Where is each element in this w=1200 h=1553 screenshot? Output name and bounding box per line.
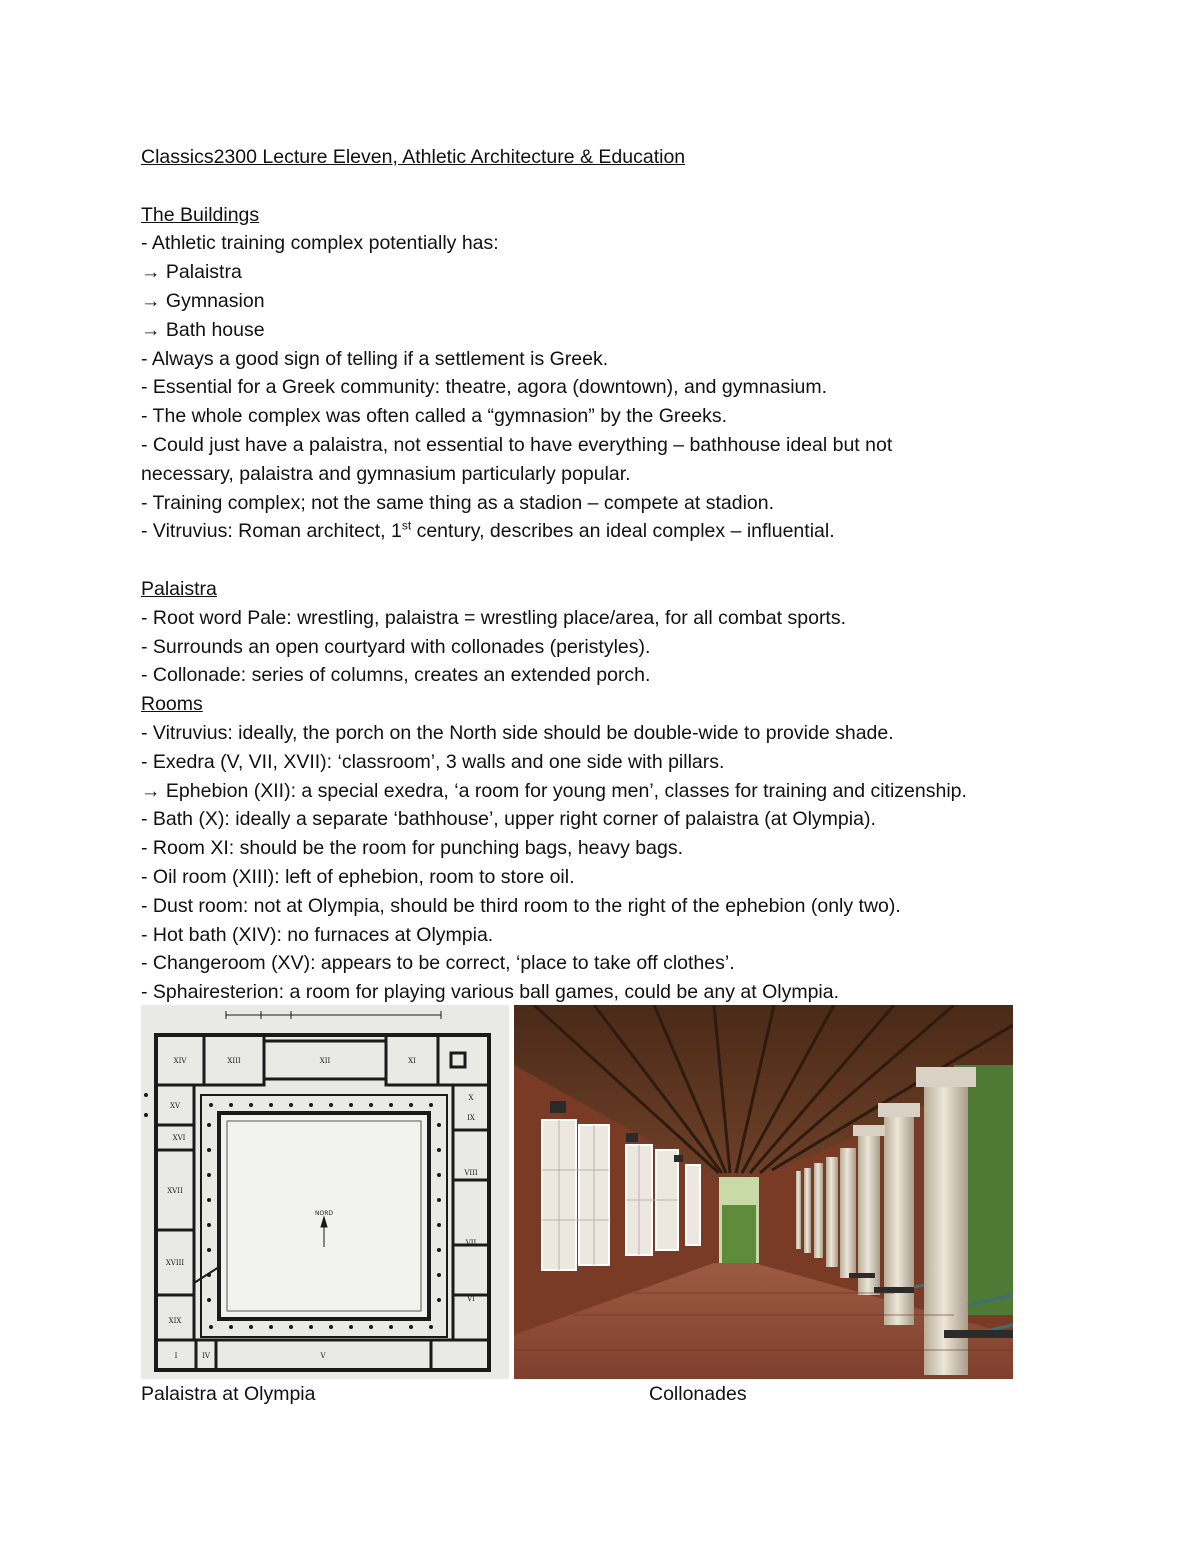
list-item: - Exedra (V, VII, XVII): ‘classroom’, 3 walls and one side with pillars. — [141, 750, 725, 773]
plan-label: VI — [467, 1295, 475, 1303]
caption-palaistra: Palaistra at Olympia — [141, 1383, 316, 1405]
section-heading-buildings: The Buildings — [141, 203, 260, 226]
document-title: Classics2300 Lecture Eleven, Athletic Architecture & Education — [141, 146, 686, 168]
plan-label: IX — [467, 1114, 475, 1122]
list-item: - Oil room (XIII): left of ephebion, room to store oil. — [141, 865, 575, 888]
section-heading-rooms: Rooms — [141, 693, 203, 716]
list-item: - Vitruvius: ideally, the porch on the North side should be double-wide to provide shade. — [141, 721, 894, 744]
plan-label: XVI — [172, 1134, 186, 1142]
list-item-vitruvius — [141, 517, 1061, 546]
list-item: - Training complex; not the same thing as a stadion – compete at stadion. — [141, 491, 775, 514]
plan-label: XI — [408, 1057, 416, 1065]
section-heading-palaistra: Palaistra — [141, 577, 217, 600]
vitruvius-text-before: - Vitruvius: Roman architect, 1 — [141, 520, 402, 543]
list-item: - Sphairesterion: a room for playing various ball games, could be any at Olympia. — [141, 981, 840, 1004]
list-item: - Athletic training complex potentially has: — [141, 232, 499, 255]
palaistra-plan-drawing — [141, 1005, 509, 1379]
list-item: - The whole complex was often called a “gymnasion” by the Greeks. — [141, 405, 727, 428]
list-item: - Dust room: not at Olympia, should be third room to the right of the ephebion (only two). — [141, 894, 901, 917]
list-item: → Ephebion (XII): a special exedra, ‘a room for young men’, classes for training and citizenship. — [141, 779, 967, 802]
document-body — [141, 143, 1061, 1007]
plan-north-label: NORD — [315, 1210, 333, 1217]
list-item: → Bath house — [141, 318, 265, 341]
blank-line — [141, 172, 1061, 201]
blank-line — [141, 546, 1061, 575]
plan-label: XIX — [168, 1317, 182, 1325]
plan-label: I — [174, 1352, 178, 1360]
list-item: - Room XI: should be the room for punching bags, heavy bags. — [141, 837, 683, 860]
list-item: - Essential for a Greek community: theatre, agora (downtown), and gymnasium. — [141, 376, 828, 399]
list-item: → Gymnasion — [141, 289, 265, 312]
list-item: - Changeroom (XV): appears to be correct, ‘place to take off clothes’. — [141, 952, 735, 975]
plan-label: XIV — [173, 1057, 187, 1065]
plan-label: XV — [169, 1102, 181, 1110]
plan-label: V — [320, 1352, 326, 1360]
ordinal-suffix: st — [401, 518, 412, 533]
list-item: - Bath (X): ideally a separate ‘bathhouse’, upper right corner of palaistra (at Olympia). — [141, 808, 876, 831]
plan-label: X — [468, 1094, 474, 1102]
plan-label: IV — [202, 1352, 210, 1360]
figure-row — [141, 1005, 1013, 1379]
list-item: - Could just have a palaistra, not essential to have everything – bathhouse ideal but not necessary, palaistra and gymnasium particularly popular. — [141, 433, 893, 485]
list-item: → Palaistra — [141, 261, 242, 284]
list-item: - Always a good sign of telling if a settlement is Greek. — [141, 347, 609, 370]
palaistra-plan-image — [141, 1005, 509, 1379]
plan-label: VII — [465, 1239, 477, 1247]
collonades-photo — [514, 1005, 1013, 1379]
caption-collonades: Collonades — [649, 1383, 747, 1405]
plan-label: XVII — [167, 1187, 183, 1195]
list-item: - Collonade: series of columns, creates an extended porch. — [141, 664, 651, 687]
list-item: - Root word Pale: wrestling, palaistra = wrestling place/area, for all combat sports. — [141, 606, 847, 629]
plan-label: XII — [319, 1057, 331, 1065]
plan-label: VIII — [464, 1169, 478, 1177]
plan-label: XIII — [227, 1057, 241, 1065]
vitruvius-text-after: century, describes an ideal complex – influential. — [411, 520, 835, 543]
list-item: - Surrounds an open courtyard with collonades (peristyles). — [141, 635, 651, 658]
plan-label: XVIII — [165, 1259, 185, 1267]
list-item: - Hot bath (XIV): no furnaces at Olympia. — [141, 923, 494, 946]
collonades-photo-drawing — [514, 1005, 1013, 1379]
